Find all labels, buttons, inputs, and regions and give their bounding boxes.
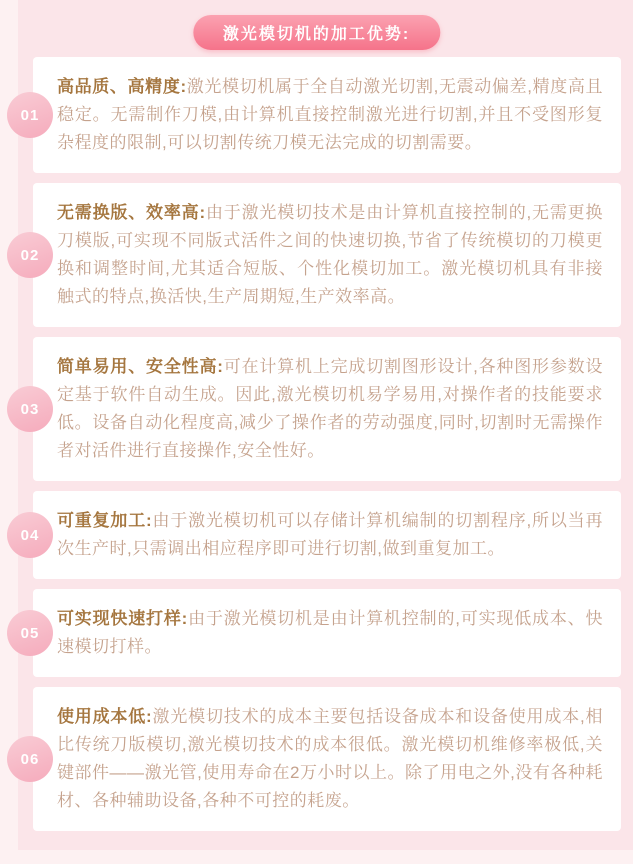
- advantage-card-6: [20, 687, 621, 831]
- advantage-text-6: [57, 703, 603, 815]
- advantage-text-3: [57, 353, 603, 465]
- advantage-card-3: [20, 337, 621, 481]
- number-badge-05: 05: [7, 610, 53, 656]
- advantage-body-3: 可在计算机上完成切割图形设计,各种图形参数设定基于软件自动生成。因此,激光模切机易学易用,对操作者的技能要求低。设备自动化程度高,减少了操作者的劳动强度,同时,切割时无需操作者对活件进行直接操作,安全性好。: [57, 357, 603, 460]
- advantages-list: [20, 57, 621, 841]
- number-badge-01: 01: [7, 92, 53, 138]
- advantage-text-5: [57, 605, 603, 661]
- advantage-card-4: [20, 491, 621, 579]
- advantage-body-4: 由于激光模切机可以存储计算机编制的切割程序,所以当再次生产时,只需调出相应程序即可进行切割,做到重复加工。: [57, 511, 603, 558]
- advantage-title-1: 高品质、高精度:: [57, 77, 187, 96]
- advantage-title-3: 简单易用、安全性高:: [57, 357, 224, 376]
- advantage-text-1: [57, 73, 603, 157]
- advantage-body-6: 激光模切技术的成本主要包括设备成本和设备使用成本,相比传统刀版模切,激光模切技术的成本很低。激光模切机维修率极低,关键部件——激光管,使用寿命在2万小时以上。除了用电之外,没有各种耗材、各种辅助设备,各种不可控的耗废。: [57, 707, 603, 810]
- advantage-text-2: [57, 199, 603, 311]
- advantage-title-5: 可实现快速打样:: [57, 609, 188, 628]
- advantage-card-5: [20, 589, 621, 677]
- advantage-card-1: [20, 57, 621, 173]
- number-badge-04: 04: [7, 512, 53, 558]
- advantage-text-4: [57, 507, 603, 563]
- page-title: [193, 15, 440, 50]
- number-badge-02: 02: [7, 232, 53, 278]
- advantage-body-1: 激光模切机属于全自动激光切割,无震动偏差,精度高且稳定。无需制作刀模,由计算机直接控制激光进行切割,并且不受图形复杂程度的限制,可以切割传统刀模无法完成的切割需要。: [57, 77, 603, 152]
- advantage-title-2: 无需换版、效率高:: [57, 203, 206, 222]
- page-title-text: 激光模切机的加工优势:: [222, 26, 411, 43]
- advantage-title-6: 使用成本低:: [57, 707, 153, 726]
- advantage-card-2: [20, 183, 621, 327]
- advantage-title-4: 可重复加工:: [57, 511, 153, 530]
- number-badge-06: 06: [7, 736, 53, 782]
- advantage-body-5: 由于激光模切机是由计算机控制的,可实现低成本、快速模切打样。: [57, 609, 603, 656]
- number-badge-03: 03: [7, 386, 53, 432]
- advantage-body-2: 由于激光模切技术是由计算机直接控制的,无需更换刀模版,可实现不同版式活件之间的快速切换,节省了传统模切的刀模更换和调整时间,尤其适合短版、个性化模切加工。激光模切机具有非接触式的特点,换活快,生产周期短,生产效率高。: [57, 203, 603, 306]
